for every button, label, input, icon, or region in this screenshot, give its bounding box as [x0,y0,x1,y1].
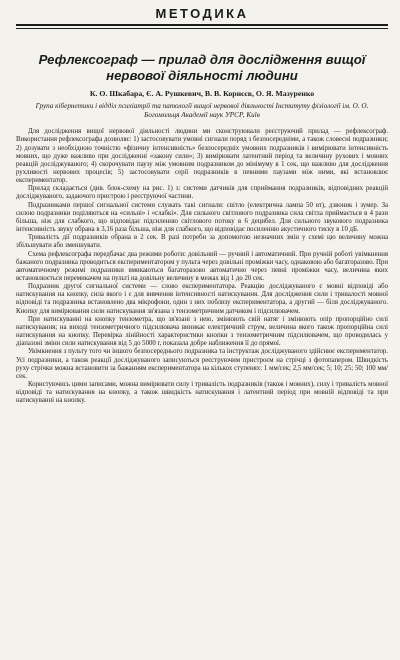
paragraph: Схема рефлексографа передбачає два режими роботи: довільний — ручний і автоматичний. При ручній роботі увімкнення бажаного подразника проводиться експериментатором у пульта через довільні проміжки часу, однаковою або багаторазово. При автоматичному режимі подразники вмикаються багаторазово автоматично через певні проміжки часу, величина яких встановлюється перемикачем на пульті на довільну величину в межах від 1 до 20 сек. [16,250,388,282]
paragraph: Для дослідження вищої нервової діяльності людини ми сконструювали реєструючий прилад — рефлексограф. Використання рефлексографа дозволяє: 1) застосовувати умовні сигнали поряд з безпосередніми, а також словесні подразники; 2) дозувати з необхідною точністю «фізичну інтенсивність» безпосередніх умовних подразників і вимірювати інтенсивність мовних, що дуже важливо при дослідженні «закону сили»; 3) вимірювати латентний період та величину рухових і мовних реакцій досліджуваного; 4) скорочувати паузу між умовним подразником до мінімуму в 1 сек, що важливо для дослідження рухливості нервових процесів; 5) застосовувати серії подразників в певними паузами між ними, які встановлює експериментатор. [16,128,388,185]
paragraph: Подразник другої сигнальної системи — слово експериментатора. Реакцію досліджуваного є мовні відповіді або натискування на кнопку, сила якого і є для вивчення інтенсивності натискування. Для дослідження сили і тривалості мовної відповіді та подразника встановлено два мікрофони, один з них поблизу експериментатора, а другий — біля досліджуваного. Кнопку для вимірювання сили натискування зв'язана з тензометричним датчиком і підсилювачем. [16,283,388,315]
paragraph: Увімкнення з пульту того чи іншого безпосереднього подразника та інструктаж досліджуваного здійснює експериментатор. Усі подразники, а також реакції досліджуваного записуються реєструючим пристроєм на стрічці з фотопапером. Швидкість руху стрічки можна встановити за бажанням експериментатора на кількох ступенях: 1 мм/сек; 2,5 мм/сек; 5; 10; 25; 50; 100 мм/сек. [16,348,388,380]
section-header: МЕТОДИКА [16,6,388,26]
paragraph: Подразниками першої сигнальної системи служать такі сигнали: світло (електрична лампа 50 вт), дзвоник і зумер. За силою подразники поділяються на «сильні» і «слабкі». Для сильного світлового подразника сила світла приймається в 4 рази більша, ніж для слабкого, що відповідає підсиленню світлового потоку в 6 децибел. Для сильного звукового подразника інтенсивність звуку обрана в 3,16 раза більша, ніж для слабкого, що відповідає посиленню акустичного тиску в 10 дБ. [16,201,388,234]
paragraph: Користуючись цими записами, можна вимірювати силу і тривалість подразників (також і мовних), силу і тривалість мовної відповіді та натискування на кнопку, а також швидкість натискування і латентний період при мовній відповіді та при натискуванні на кнопку. [16,381,388,405]
article-body [16,128,388,405]
paragraph: Прилад складається (див. блок-схему на рис. 1) з: системи датчиків для сприймання подразників, відповідних реакцій досліджуваного, задаючого пристрою і реєструючої частини. [16,185,388,201]
article-title: Рефлексограф — прилад для дослідження вищої нервової діяльності людини [38,52,366,83]
affiliation: Група кібернетики і відділ психіатрії та патології вищої нервової діяльності Інституту фізіології ім. О. О. Богомольця Академії наук УРСР, Київ [35,102,369,119]
authors: К. О. Шкабара, Є. А. Рушкевич, В. В. Корнєєв, О. Я. Мазуренко [89,89,315,98]
paragraph: При натискуванні на кнопку тензометра, що зв'язані з нею, змінюють свій натяг і змінюють опір пропорційно силі натискування; на виході тензометричного підсилювача виникає електричний струм, величина якого також пропорційна силі натискування на кнопку. Перевірка лінійності характеристики кнопки з тензометричним підсилювачем, що проводилась у діапазоні зміни сили натискування від 5 до 5000 г, показала добре наближення її до прямої. [16,315,388,348]
paragraph: Тривалість дії подразників обрана в 2 сек. В разі потреби за допомогою незначних змін у схемі цю величину можна збільшувати або зменшувати. [16,234,388,250]
